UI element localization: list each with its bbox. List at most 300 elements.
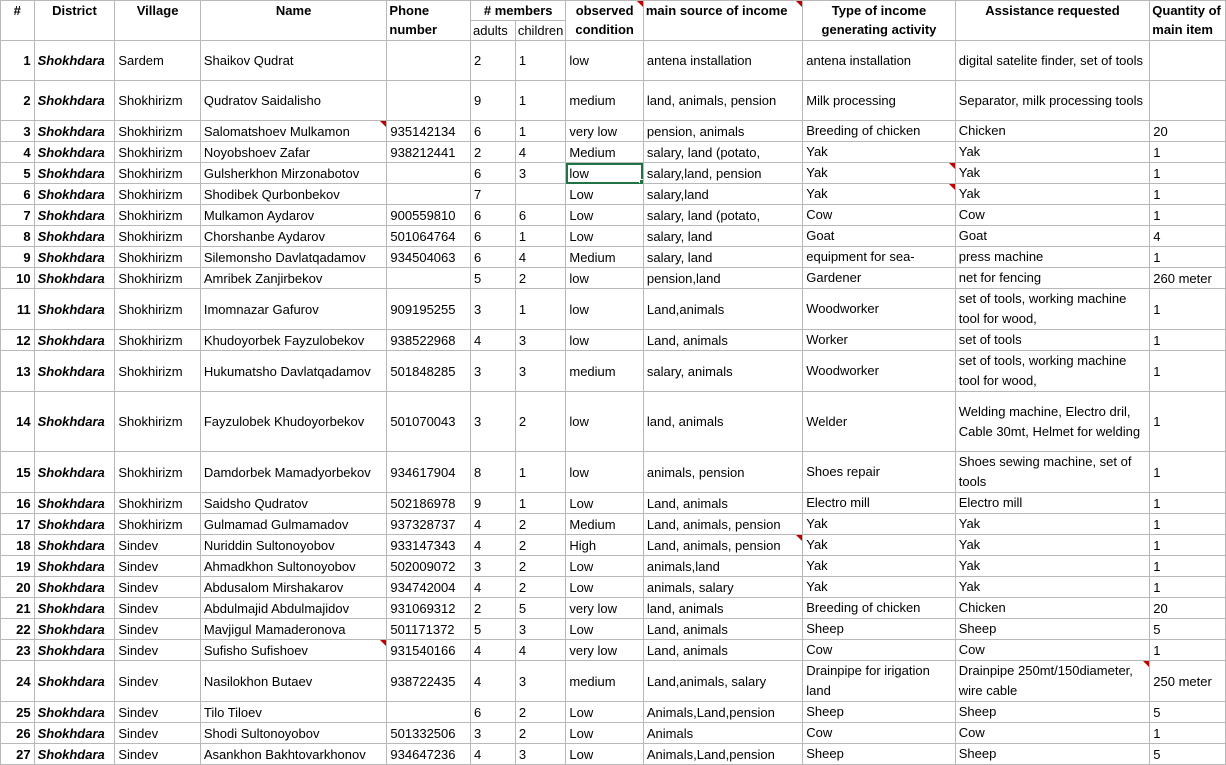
cell-children[interactable]: 2 <box>515 392 566 452</box>
cell-activity[interactable]: Yak <box>803 577 956 598</box>
header-adults[interactable]: adults <box>471 21 516 41</box>
cell-activity[interactable]: Goat <box>803 226 956 247</box>
cell-condition[interactable]: low <box>566 41 644 81</box>
cell-children[interactable]: 1 <box>515 81 566 121</box>
cell-activity[interactable]: Shoes repair <box>803 452 956 493</box>
cell-activity[interactable]: Sheep <box>803 702 956 723</box>
cell-adults[interactable]: 7 <box>471 184 516 205</box>
cell-income[interactable]: pension,land <box>643 268 802 289</box>
cell-no[interactable]: 25 <box>1 702 35 723</box>
header-name[interactable]: Name <box>200 1 387 41</box>
cell-quantity[interactable]: 1 <box>1150 163 1226 184</box>
cell-quantity[interactable]: 1 <box>1150 142 1226 163</box>
cell-income[interactable]: salary, animals <box>643 351 802 392</box>
cell-children[interactable]: 3 <box>515 619 566 640</box>
cell-quantity[interactable]: 20 <box>1150 121 1226 142</box>
cell-phone[interactable]: 501848285 <box>387 351 471 392</box>
cell-condition[interactable]: Medium <box>566 142 644 163</box>
cell-name[interactable]: Silemonsho Davlatqadamov <box>200 247 387 268</box>
cell-village[interactable]: Sindev <box>115 744 201 765</box>
cell-phone[interactable]: 934647236 <box>387 744 471 765</box>
cell-quantity[interactable]: 1 <box>1150 330 1226 351</box>
cell-activity[interactable]: Woodworker <box>803 351 956 392</box>
header-district[interactable]: District <box>34 1 115 41</box>
cell-income[interactable]: salary, land (potato, <box>643 205 802 226</box>
cell-no[interactable]: 26 <box>1 723 35 744</box>
cell-district[interactable]: Shokhdara <box>34 723 115 744</box>
cell-adults[interactable]: 4 <box>471 661 516 702</box>
cell-assistance[interactable]: press machine <box>955 247 1150 268</box>
cell-quantity[interactable]: 1 <box>1150 493 1226 514</box>
cell-children[interactable]: 4 <box>515 142 566 163</box>
cell-quantity[interactable]: 5 <box>1150 702 1226 723</box>
cell-income[interactable]: Animals,Land,pension <box>643 744 802 765</box>
cell-condition[interactable]: High <box>566 535 644 556</box>
cell-activity[interactable]: Yak <box>803 142 956 163</box>
cell-name[interactable]: Mavjigul Mamaderonova <box>200 619 387 640</box>
cell-adults[interactable]: 4 <box>471 744 516 765</box>
cell-children[interactable]: 4 <box>515 640 566 661</box>
cell-district[interactable]: Shokhdara <box>34 619 115 640</box>
cell-adults[interactable]: 5 <box>471 619 516 640</box>
header-income[interactable]: main source of income <box>643 1 802 41</box>
cell-village[interactable]: Shokhirizm <box>115 392 201 452</box>
cell-phone[interactable]: 501171372 <box>387 619 471 640</box>
cell-income[interactable]: salary, land <box>643 226 802 247</box>
cell-condition[interactable]: low <box>566 163 644 184</box>
cell-children[interactable]: 2 <box>515 535 566 556</box>
cell-district[interactable]: Shokhdara <box>34 598 115 619</box>
cell-adults[interactable]: 6 <box>471 121 516 142</box>
cell-activity[interactable]: Sheep <box>803 744 956 765</box>
cell-village[interactable]: Shokhirizm <box>115 81 201 121</box>
cell-adults[interactable]: 6 <box>471 247 516 268</box>
cell-quantity[interactable]: 1 <box>1150 514 1226 535</box>
cell-no[interactable]: 18 <box>1 535 35 556</box>
cell-district[interactable]: Shokhdara <box>34 640 115 661</box>
cell-no[interactable]: 15 <box>1 452 35 493</box>
cell-adults[interactable]: 4 <box>471 640 516 661</box>
cell-activity[interactable]: Yak <box>803 184 956 205</box>
cell-income[interactable]: land, animals, pension <box>643 81 802 121</box>
cell-phone[interactable] <box>387 163 471 184</box>
cell-no[interactable]: 4 <box>1 142 35 163</box>
cell-income[interactable]: Land, animals <box>643 493 802 514</box>
cell-name[interactable]: Gulmamad Gulmamadov <box>200 514 387 535</box>
cell-assistance[interactable]: Yak <box>955 184 1150 205</box>
cell-quantity[interactable]: 1 <box>1150 205 1226 226</box>
cell-phone[interactable] <box>387 702 471 723</box>
cell-quantity[interactable]: 5 <box>1150 619 1226 640</box>
cell-activity[interactable]: Cow <box>803 723 956 744</box>
cell-activity[interactable]: Welder <box>803 392 956 452</box>
cell-children[interactable]: 2 <box>515 702 566 723</box>
cell-activity[interactable]: equipment for sea- <box>803 247 956 268</box>
cell-quantity[interactable]: 4 <box>1150 226 1226 247</box>
cell-district[interactable]: Shokhdara <box>34 268 115 289</box>
cell-children[interactable]: 3 <box>515 351 566 392</box>
cell-district[interactable]: Shokhdara <box>34 121 115 142</box>
cell-assistance[interactable]: Goat <box>955 226 1150 247</box>
cell-children[interactable]: 1 <box>515 121 566 142</box>
cell-village[interactable]: Shokhirizm <box>115 205 201 226</box>
cell-district[interactable]: Shokhdara <box>34 493 115 514</box>
cell-village[interactable]: Shokhirizm <box>115 268 201 289</box>
cell-assistance[interactable]: Chicken <box>955 598 1150 619</box>
cell-condition[interactable]: Low <box>566 205 644 226</box>
cell-activity[interactable]: Drainpipe for irigation land <box>803 661 956 702</box>
cell-income[interactable]: Land,animals, salary <box>643 661 802 702</box>
cell-activity[interactable]: Yak <box>803 514 956 535</box>
cell-village[interactable]: Shokhirizm <box>115 514 201 535</box>
cell-no[interactable]: 3 <box>1 121 35 142</box>
cell-no[interactable]: 7 <box>1 205 35 226</box>
cell-children[interactable]: 1 <box>515 452 566 493</box>
cell-district[interactable]: Shokhdara <box>34 205 115 226</box>
cell-assistance[interactable]: Cow <box>955 723 1150 744</box>
cell-adults[interactable]: 2 <box>471 142 516 163</box>
cell-children[interactable]: 2 <box>515 268 566 289</box>
cell-assistance[interactable]: Separator, milk processing tools <box>955 81 1150 121</box>
cell-condition[interactable]: very low <box>566 598 644 619</box>
cell-name[interactable]: Tilo Tiloev <box>200 702 387 723</box>
cell-quantity[interactable] <box>1150 41 1226 81</box>
cell-no[interactable]: 12 <box>1 330 35 351</box>
cell-adults[interactable]: 5 <box>471 268 516 289</box>
cell-district[interactable]: Shokhdara <box>34 289 115 330</box>
cell-adults[interactable]: 3 <box>471 723 516 744</box>
cell-district[interactable]: Shokhdara <box>34 184 115 205</box>
cell-no[interactable]: 27 <box>1 744 35 765</box>
header-phone[interactable]: Phone number <box>387 1 471 41</box>
cell-adults[interactable]: 6 <box>471 702 516 723</box>
cell-name[interactable]: Abdusalom Mirshakarov <box>200 577 387 598</box>
cell-condition[interactable]: Medium <box>566 247 644 268</box>
cell-adults[interactable]: 4 <box>471 330 516 351</box>
cell-children[interactable]: 1 <box>515 226 566 247</box>
cell-quantity[interactable]: 20 <box>1150 598 1226 619</box>
cell-village[interactable]: Shokhirizm <box>115 184 201 205</box>
cell-village[interactable]: Shokhirizm <box>115 330 201 351</box>
cell-activity[interactable]: Worker <box>803 330 956 351</box>
cell-phone[interactable]: 938722435 <box>387 661 471 702</box>
cell-phone[interactable]: 501064764 <box>387 226 471 247</box>
cell-quantity[interactable]: 1 <box>1150 577 1226 598</box>
header-activity[interactable]: Type of income generating activity <box>803 1 956 41</box>
cell-assistance[interactable]: Chicken <box>955 121 1150 142</box>
cell-district[interactable]: Shokhdara <box>34 81 115 121</box>
header-assistance[interactable]: Assistance requested <box>955 1 1150 41</box>
cell-condition[interactable]: very low <box>566 640 644 661</box>
cell-district[interactable]: Shokhdara <box>34 392 115 452</box>
cell-district[interactable]: Shokhdara <box>34 577 115 598</box>
cell-no[interactable]: 9 <box>1 247 35 268</box>
cell-income[interactable]: salary, land <box>643 247 802 268</box>
cell-phone[interactable]: 501070043 <box>387 392 471 452</box>
cell-children[interactable]: 2 <box>515 577 566 598</box>
cell-adults[interactable]: 8 <box>471 452 516 493</box>
cell-no[interactable]: 21 <box>1 598 35 619</box>
cell-no[interactable]: 11 <box>1 289 35 330</box>
cell-condition[interactable]: low <box>566 392 644 452</box>
cell-no[interactable]: 24 <box>1 661 35 702</box>
cell-name[interactable]: Nasilokhon Butaev <box>200 661 387 702</box>
cell-children[interactable]: 1 <box>515 289 566 330</box>
cell-village[interactable]: Shokhirizm <box>115 163 201 184</box>
cell-children[interactable] <box>515 184 566 205</box>
cell-phone[interactable] <box>387 268 471 289</box>
cell-children[interactable]: 3 <box>515 163 566 184</box>
cell-quantity[interactable]: 1 <box>1150 184 1226 205</box>
cell-activity[interactable]: antena installation <box>803 41 956 81</box>
cell-children[interactable]: 1 <box>515 493 566 514</box>
cell-district[interactable]: Shokhdara <box>34 556 115 577</box>
cell-village[interactable]: Shokhirizm <box>115 452 201 493</box>
cell-assistance[interactable]: Yak <box>955 514 1150 535</box>
cell-income[interactable]: Land, animals <box>643 330 802 351</box>
cell-name[interactable]: Chorshanbe Aydarov <box>200 226 387 247</box>
cell-no[interactable]: 17 <box>1 514 35 535</box>
cell-phone[interactable]: 937328737 <box>387 514 471 535</box>
cell-income[interactable]: salary,land <box>643 184 802 205</box>
cell-adults[interactable]: 6 <box>471 226 516 247</box>
cell-assistance[interactable]: Electro mill <box>955 493 1150 514</box>
cell-condition[interactable]: Low <box>566 184 644 205</box>
cell-adults[interactable]: 3 <box>471 556 516 577</box>
cell-condition[interactable]: Low <box>566 723 644 744</box>
cell-income[interactable]: land, animals <box>643 598 802 619</box>
cell-income[interactable]: salary, land (potato, <box>643 142 802 163</box>
cell-activity[interactable]: Breeding of chicken <box>803 598 956 619</box>
cell-income[interactable]: Animals <box>643 723 802 744</box>
cell-assistance[interactable]: Welding machine, Electro dril, Cable 30mt, Helmet for welding <box>955 392 1150 452</box>
cell-income[interactable]: animals, salary <box>643 577 802 598</box>
cell-children[interactable]: 6 <box>515 205 566 226</box>
cell-income[interactable]: animals, pension <box>643 452 802 493</box>
cell-condition[interactable]: medium <box>566 661 644 702</box>
cell-village[interactable]: Sindev <box>115 661 201 702</box>
cell-name[interactable]: Shaikov Qudrat <box>200 41 387 81</box>
cell-village[interactable]: Shokhirizm <box>115 142 201 163</box>
cell-village[interactable]: Sindev <box>115 535 201 556</box>
cell-no[interactable]: 23 <box>1 640 35 661</box>
cell-condition[interactable]: low <box>566 330 644 351</box>
cell-district[interactable]: Shokhdara <box>34 163 115 184</box>
cell-name[interactable]: Abdulmajid Abdulmajidov <box>200 598 387 619</box>
cell-district[interactable]: Shokhdara <box>34 661 115 702</box>
cell-income[interactable]: Land, animals <box>643 619 802 640</box>
cell-adults[interactable]: 4 <box>471 535 516 556</box>
cell-quantity[interactable]: 1 <box>1150 452 1226 493</box>
header-children[interactable]: children <box>515 21 566 41</box>
cell-assistance[interactable]: Yak <box>955 535 1150 556</box>
cell-name[interactable]: Khudoyorbek Fayzulobekov <box>200 330 387 351</box>
cell-assistance[interactable]: Yak <box>955 163 1150 184</box>
cell-name[interactable]: Asankhon Bakhtovarkhonov <box>200 744 387 765</box>
cell-no[interactable]: 13 <box>1 351 35 392</box>
cell-village[interactable]: Sindev <box>115 702 201 723</box>
cell-condition[interactable]: very low <box>566 121 644 142</box>
cell-quantity[interactable]: 1 <box>1150 247 1226 268</box>
cell-condition[interactable]: Low <box>566 744 644 765</box>
cell-district[interactable]: Shokhdara <box>34 226 115 247</box>
cell-condition[interactable]: Medium <box>566 514 644 535</box>
cell-phone[interactable] <box>387 184 471 205</box>
cell-no[interactable]: 6 <box>1 184 35 205</box>
cell-activity[interactable]: Cow <box>803 205 956 226</box>
cell-assistance[interactable]: Cow <box>955 640 1150 661</box>
cell-assistance[interactable]: set of tools, working machine tool for wood, <box>955 351 1150 392</box>
cell-quantity[interactable]: 260 meter <box>1150 268 1226 289</box>
cell-adults[interactable]: 2 <box>471 41 516 81</box>
cell-phone[interactable]: 900559810 <box>387 205 471 226</box>
cell-village[interactable]: Sindev <box>115 619 201 640</box>
cell-name[interactable]: Mulkamon Aydarov <box>200 205 387 226</box>
cell-quantity[interactable] <box>1150 81 1226 121</box>
cell-name[interactable]: Noyobshoev Zafar <box>200 142 387 163</box>
cell-adults[interactable]: 3 <box>471 289 516 330</box>
cell-activity[interactable]: Cow <box>803 640 956 661</box>
cell-quantity[interactable]: 1 <box>1150 535 1226 556</box>
cell-assistance[interactable]: Drainpipe 250mt/150diameter, wire cable <box>955 661 1150 702</box>
cell-condition[interactable]: medium <box>566 351 644 392</box>
cell-quantity[interactable]: 1 <box>1150 723 1226 744</box>
cell-adults[interactable]: 9 <box>471 493 516 514</box>
cell-no[interactable]: 10 <box>1 268 35 289</box>
cell-income[interactable]: pension, animals <box>643 121 802 142</box>
cell-name[interactable]: Shodi Sultonoyobov <box>200 723 387 744</box>
cell-assistance[interactable]: Yak <box>955 577 1150 598</box>
cell-village[interactable]: Shokhirizm <box>115 121 201 142</box>
cell-phone[interactable]: 934742004 <box>387 577 471 598</box>
cell-name[interactable]: Ahmadkhon Sultonoyobov <box>200 556 387 577</box>
cell-village[interactable]: Sindev <box>115 723 201 744</box>
cell-phone[interactable]: 934617904 <box>387 452 471 493</box>
header-quantity[interactable]: Quantity of main item <box>1150 1 1226 41</box>
cell-adults[interactable]: 9 <box>471 81 516 121</box>
cell-district[interactable]: Shokhdara <box>34 41 115 81</box>
cell-adults[interactable]: 3 <box>471 351 516 392</box>
cell-activity[interactable]: Yak <box>803 163 956 184</box>
cell-name[interactable]: Gulsherkhon Mirzonabotov <box>200 163 387 184</box>
cell-quantity[interactable]: 1 <box>1150 640 1226 661</box>
cell-village[interactable]: Sardem <box>115 41 201 81</box>
cell-condition[interactable]: Low <box>566 619 644 640</box>
cell-district[interactable]: Shokhdara <box>34 514 115 535</box>
cell-income[interactable]: salary,land, pension <box>643 163 802 184</box>
cell-quantity[interactable]: 1 <box>1150 289 1226 330</box>
cell-adults[interactable]: 4 <box>471 577 516 598</box>
cell-income[interactable]: land, animals <box>643 392 802 452</box>
cell-income[interactable]: animals,land <box>643 556 802 577</box>
cell-phone[interactable]: 502186978 <box>387 493 471 514</box>
cell-name[interactable]: Imomnazar Gafurov <box>200 289 387 330</box>
cell-assistance[interactable]: Sheep <box>955 702 1150 723</box>
cell-no[interactable]: 20 <box>1 577 35 598</box>
cell-phone[interactable] <box>387 41 471 81</box>
cell-phone[interactable]: 938212441 <box>387 142 471 163</box>
cell-village[interactable]: Shokhirizm <box>115 351 201 392</box>
cell-quantity[interactable]: 1 <box>1150 392 1226 452</box>
cell-phone[interactable]: 501332506 <box>387 723 471 744</box>
header-condition[interactable]: observed condition <box>566 1 644 41</box>
cell-income[interactable]: Land, animals <box>643 640 802 661</box>
cell-district[interactable]: Shokhdara <box>34 351 115 392</box>
cell-activity[interactable]: Electro mill <box>803 493 956 514</box>
cell-children[interactable]: 3 <box>515 661 566 702</box>
cell-income[interactable]: Land, animals, pension <box>643 514 802 535</box>
cell-children[interactable]: 2 <box>515 723 566 744</box>
cell-assistance[interactable]: net for fencing <box>955 268 1150 289</box>
cell-condition[interactable]: Low <box>566 226 644 247</box>
cell-district[interactable]: Shokhdara <box>34 247 115 268</box>
cell-no[interactable]: 8 <box>1 226 35 247</box>
cell-name[interactable]: Hukumatsho Davlatqadamov <box>200 351 387 392</box>
cell-income[interactable]: Animals,Land,pension <box>643 702 802 723</box>
cell-name[interactable]: Fayzulobek Khudoyorbekov <box>200 392 387 452</box>
cell-village[interactable]: Sindev <box>115 577 201 598</box>
cell-activity[interactable]: Milk processing <box>803 81 956 121</box>
cell-condition[interactable]: low <box>566 289 644 330</box>
cell-district[interactable]: Shokhdara <box>34 330 115 351</box>
cell-phone[interactable]: 934504063 <box>387 247 471 268</box>
cell-district[interactable]: Shokhdara <box>34 744 115 765</box>
cell-activity[interactable]: Gardener <box>803 268 956 289</box>
cell-name[interactable]: Shodibek Qurbonbekov <box>200 184 387 205</box>
cell-village[interactable]: Sindev <box>115 556 201 577</box>
cell-phone[interactable] <box>387 81 471 121</box>
cell-no[interactable]: 1 <box>1 41 35 81</box>
cell-activity[interactable]: Breeding of chicken <box>803 121 956 142</box>
cell-district[interactable]: Shokhdara <box>34 452 115 493</box>
cell-name[interactable]: Nuriddin Sultonoyobov <box>200 535 387 556</box>
cell-assistance[interactable]: Yak <box>955 142 1150 163</box>
cell-condition[interactable]: Low <box>566 493 644 514</box>
cell-children[interactable]: 1 <box>515 41 566 81</box>
cell-children[interactable]: 3 <box>515 330 566 351</box>
cell-phone[interactable]: 938522968 <box>387 330 471 351</box>
cell-assistance[interactable]: Shoes sewing machine, set of tools <box>955 452 1150 493</box>
cell-adults[interactable]: 6 <box>471 205 516 226</box>
cell-children[interactable]: 2 <box>515 514 566 535</box>
cell-assistance[interactable]: set of tools, working machine tool for wood, <box>955 289 1150 330</box>
cell-phone[interactable]: 909195255 <box>387 289 471 330</box>
cell-phone[interactable]: 931069312 <box>387 598 471 619</box>
cell-name[interactable]: Salomatshoev Mulkamon <box>200 121 387 142</box>
cell-condition[interactable]: medium <box>566 81 644 121</box>
cell-no[interactable]: 14 <box>1 392 35 452</box>
header-no[interactable]: # <box>1 1 35 41</box>
cell-name[interactable]: Qudratov Saidalisho <box>200 81 387 121</box>
cell-village[interactable]: Shokhirizm <box>115 247 201 268</box>
cell-condition[interactable]: Low <box>566 702 644 723</box>
cell-adults[interactable]: 4 <box>471 514 516 535</box>
cell-district[interactable]: Shokhdara <box>34 142 115 163</box>
cell-activity[interactable]: Sheep <box>803 619 956 640</box>
cell-name[interactable]: Damdorbek Mamadyorbekov <box>200 452 387 493</box>
cell-assistance[interactable]: Yak <box>955 556 1150 577</box>
cell-quantity[interactable]: 5 <box>1150 744 1226 765</box>
cell-children[interactable]: 5 <box>515 598 566 619</box>
cell-district[interactable]: Shokhdara <box>34 702 115 723</box>
cell-income[interactable]: antena installation <box>643 41 802 81</box>
cell-name[interactable]: Saidsho Qudratov <box>200 493 387 514</box>
cell-income[interactable]: Land,animals <box>643 289 802 330</box>
cell-children[interactable]: 3 <box>515 744 566 765</box>
cell-condition[interactable]: Low <box>566 556 644 577</box>
cell-condition[interactable]: Low <box>566 577 644 598</box>
cell-children[interactable]: 4 <box>515 247 566 268</box>
